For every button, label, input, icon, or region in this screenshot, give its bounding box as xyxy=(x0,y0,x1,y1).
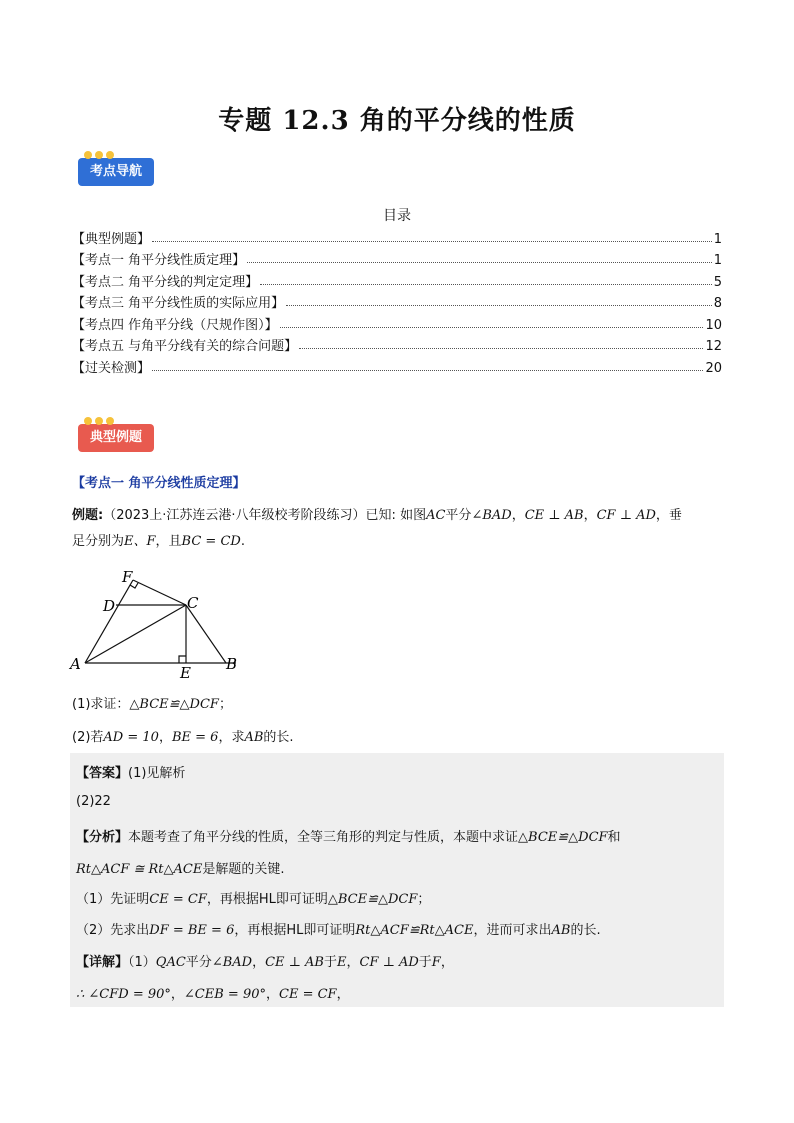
toc-item[interactable]: 【过关检测】 20 xyxy=(72,360,722,376)
label-a: A xyxy=(70,655,81,673)
examples-badge xyxy=(78,424,154,452)
segment-ac xyxy=(85,605,186,663)
toc-item[interactable]: 【考点四 作角平分线（尺规作图）】 10 xyxy=(72,317,722,333)
segment-fc xyxy=(133,580,186,605)
right-angle-e xyxy=(179,656,186,663)
question-1: (1)求证：△BCE≌△DCF； xyxy=(72,697,232,712)
label-e: E xyxy=(180,664,191,682)
analysis-line: 【分析】本题考查了角平分线的性质，全等三角形的判定与性质，本题中求证△BCE≌△DCF和 xyxy=(76,830,621,845)
label-f: F xyxy=(122,568,133,586)
page-title: 专题 12.3 角的平分线的性质 xyxy=(218,106,576,136)
toc-item[interactable]: 【考点五 与角平分线有关的综合问题】 12 xyxy=(72,339,722,354)
toc-item[interactable]: 【考点一 角平分线性质定理】 1 xyxy=(72,253,722,268)
analysis-line: （2）先求出DF = BE = 6，再根据HL即可证明Rt△ACF≌Rt△ACE，进而可求出AB的长. xyxy=(76,923,601,938)
nav-badge xyxy=(78,158,154,186)
detail-line: ∴ ∠CFD = 90°，∠CEB = 90°，CE = CF， xyxy=(76,987,350,1002)
toc-item[interactable]: 【典型例题】 1 xyxy=(72,231,722,247)
badge-dots-icon xyxy=(84,417,114,425)
toc-heading: 目录 xyxy=(383,208,411,224)
answer-line: 【答案】(1)见解析 xyxy=(76,766,186,781)
detail-line: 【详解】（1）QAC平分∠BAD，CE ⊥ AB于E，CF ⊥ AD于F， xyxy=(76,955,454,970)
label-d: D xyxy=(103,597,116,615)
answer-line: (2)22 xyxy=(76,794,111,809)
analysis-line: （1）先证明CE = CF，再根据HL即可证明△BCE≌△DCF； xyxy=(76,892,431,907)
analysis-line: Rt△ACF ≅ Rt△ACE是解题的关键. xyxy=(76,862,285,877)
label-b: B xyxy=(226,655,238,673)
badge-dots-icon xyxy=(84,151,114,159)
section-heading: 【考点一 角平分线性质定理】 xyxy=(72,476,246,491)
question-2: (2)若AD = 10，BE = 6，求AB的长. xyxy=(72,730,294,745)
table-of-contents xyxy=(72,225,722,376)
example-problem: 例题:（2023上·江苏连云港·八年级校考阶段练习）已知: 如图AC平分∠BAD，CE ⊥ AB，CF ⊥ AD，垂 足分别为E、F，且BC = CD. xyxy=(72,508,682,549)
examples-badge-label: 典型例题 xyxy=(90,430,143,445)
nav-badge-label: 考点导航 xyxy=(90,164,143,179)
geometry-figure xyxy=(66,568,246,683)
toc-item[interactable]: 【考点三 角平分线性质的实际应用】 8 xyxy=(72,296,722,311)
segment-af xyxy=(85,580,133,663)
label-c: C xyxy=(187,594,199,612)
segment-cb xyxy=(186,605,226,663)
toc-item[interactable]: 【考点二 角平分线的判定定理】 5 xyxy=(72,274,722,290)
